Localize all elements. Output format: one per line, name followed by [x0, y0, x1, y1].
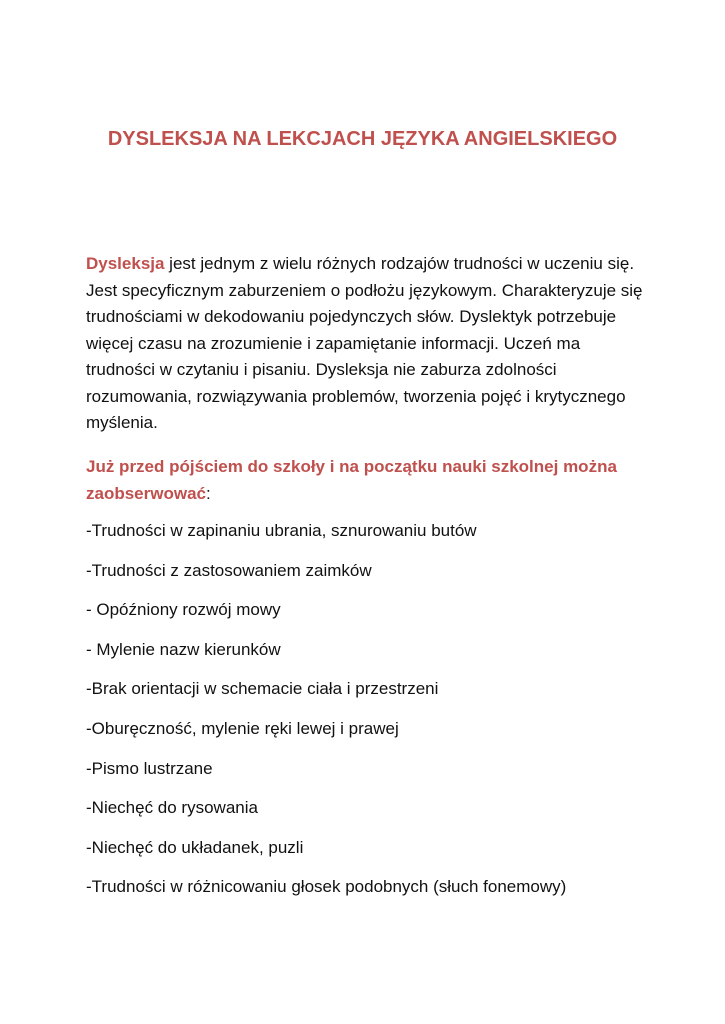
symptoms-subheading [86, 454, 646, 507]
list-item: -Trudności z zastosowaniem zaimków [86, 560, 372, 580]
symptoms-list [86, 518, 686, 914]
list-item: -Niechęć do układanek, puzli [86, 837, 304, 857]
list-item: -Pismo lustrzane [86, 758, 213, 778]
subheading-suffix: : [206, 483, 211, 503]
list-item: - Mylenie nazw kierunków [86, 639, 281, 659]
list-item: -Brak orientacji w schemacie ciała i przestrzeni [86, 679, 439, 699]
list-item: -Trudności w zapinaniu ubrania, sznurowaniu butów [86, 521, 477, 540]
list-item: -Oburęczność, mylenie ręki lewej i prawej [86, 718, 399, 738]
intro-body-text: jest jednym z wielu różnych rodzajów trudności w uczeniu się. Jest specyficznym zaburzeniem o podłożu językowym. Charakteryzuje się trudnościami w dekodowaniu pojedynczych słów. Dyslektyk potrzebuje więcej czasu na zrozumienie i zapamiętanie informacji. Uczeń ma trudności w czytaniu i pisaniu. Dysleksja nie zaburza zdolności rozumowania, rozwiązywania problemów, tworzenia pojęć i krytycznego myślenia. [86, 254, 643, 432]
list-item: -Trudności w różnicowaniu głosek podobnych (słuch fonemowy) [86, 877, 567, 897]
list-item: - Opóźniony rozwój mowy [86, 600, 281, 620]
subheading-text: Już przed pójściem do szkoły i na początku nauki szkolnej można zaobserwować [86, 457, 617, 503]
list-item: -Niechęć do rysowania [86, 798, 258, 818]
intro-lead-term: Dysleksja [86, 254, 165, 273]
document-title: DYSLEKSJA NA LEKCJACH JĘZYKA ANGIELSKIEGO [107, 128, 618, 150]
intro-paragraph [86, 251, 646, 437]
